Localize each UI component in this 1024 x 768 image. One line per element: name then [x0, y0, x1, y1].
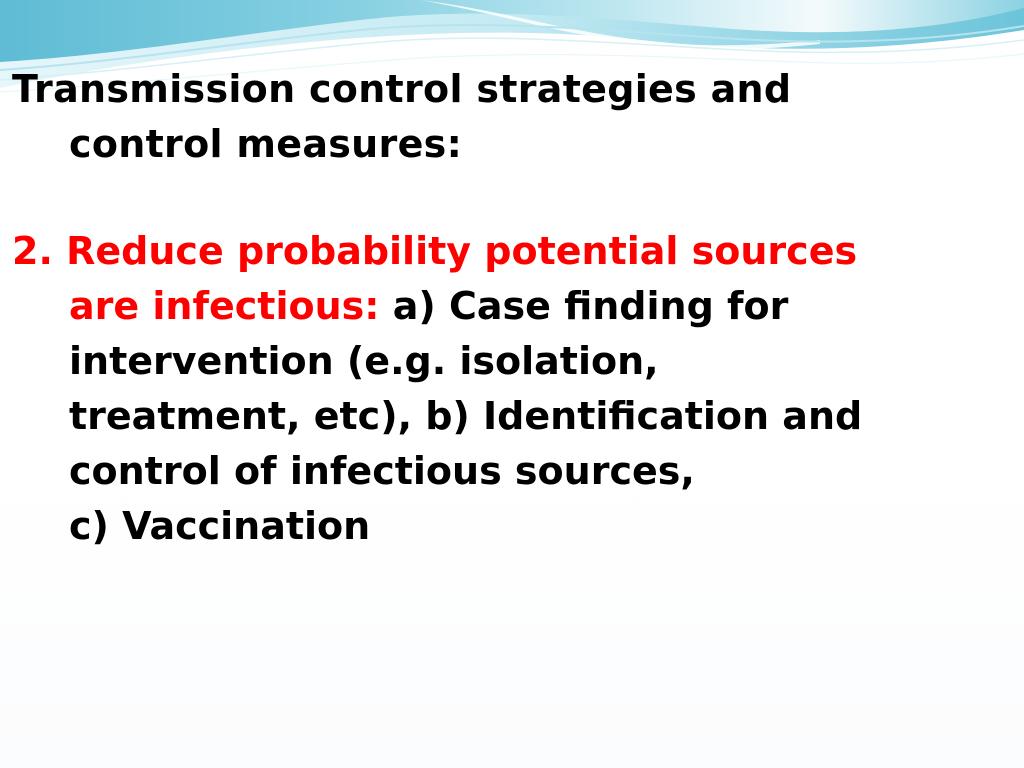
strategy-point-2 — [12, 224, 1012, 554]
point-body-line2: intervention (e.g. isolation, — [69, 339, 659, 383]
point-body-line1: a) Case finding for — [392, 284, 789, 328]
point-body-line5: c) Vaccination — [69, 504, 371, 548]
point-number: 2. — [12, 229, 53, 273]
point-heading-part2: are infectious: — [69, 284, 380, 328]
point-body-line3: treatment, etc), b) Identification and — [69, 394, 863, 438]
point-body-line4: control of infectious sources, — [69, 449, 695, 493]
title-line-2: control measures: — [69, 122, 463, 166]
slide-body — [12, 62, 1012, 554]
point-heading-part1: Reduce probability potential sources — [66, 229, 858, 273]
slide-title — [12, 62, 1012, 172]
title-line-1: Transmission control strategies and — [12, 67, 792, 111]
